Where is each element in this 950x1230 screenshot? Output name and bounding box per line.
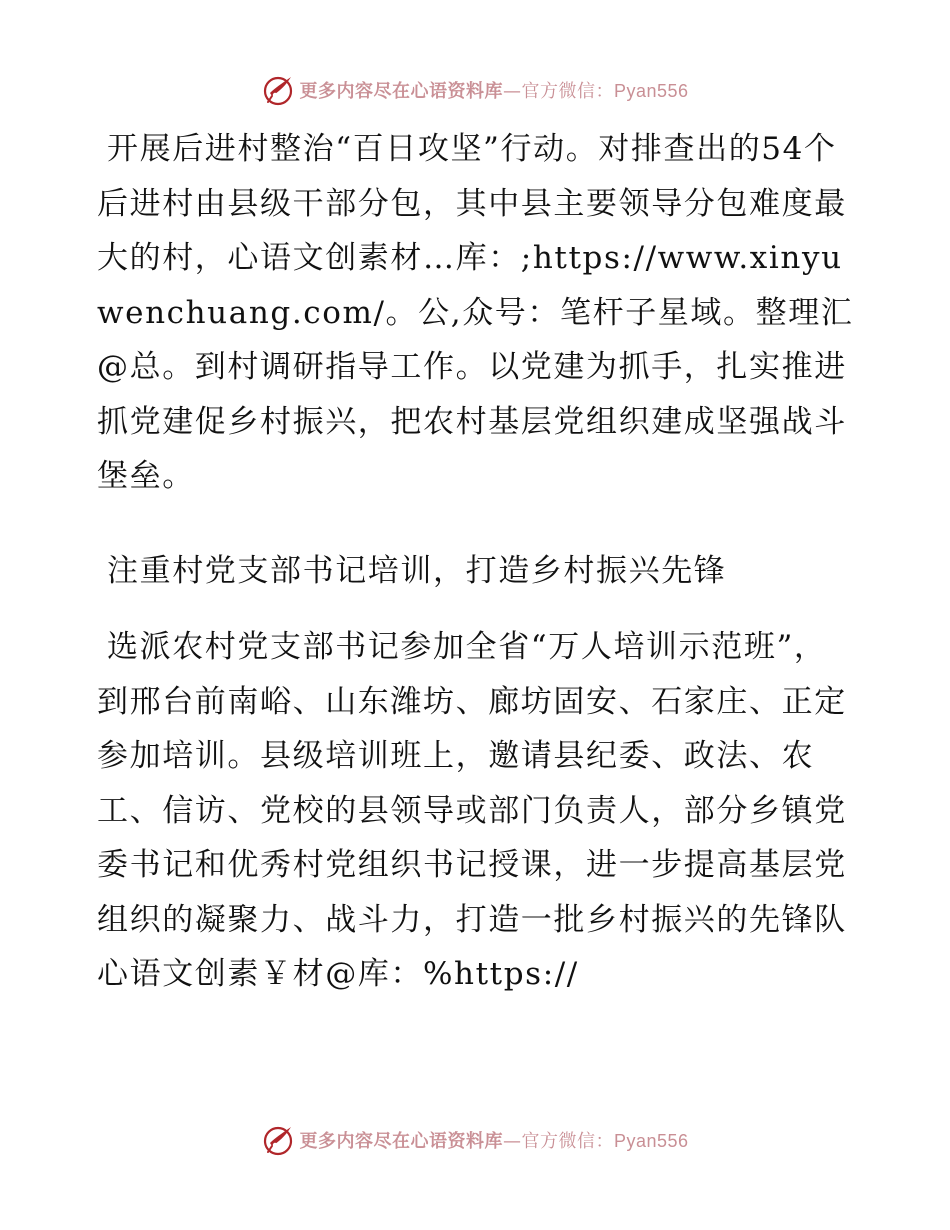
- header-site-text: 更多内容尽在心语资料库: [299, 81, 503, 102]
- footer-watermark: [0, 1120, 950, 1160]
- body-paragraph-2: 选派农村党支部书记参加全省“万人培训示范班”，到邢台前南峪、山东潍坊、廊坊固安、石家庄、正定参加培训。县级培训班上，邀请县纪委、政法、农工、信访、党校的县领导或部门负责人，部分乡镇党委书记和优秀村党组织书记授课，进一步提高基层党组织的凝聚力、战斗力，打造一批乡村振兴的先锋队心语文创素￥材@库：%https://: [97, 629, 847, 992]
- footer-contact-label: 官方微信：: [521, 1131, 614, 1152]
- footer-separator: —: [502, 1131, 522, 1152]
- footer-watermark-text: [299, 1127, 688, 1153]
- header-watermark-text: [299, 77, 688, 103]
- header-contact-label: 官方微信：: [521, 81, 614, 102]
- header-contact-id: Pyan556: [613, 81, 689, 101]
- footer-contact-id: Pyan556: [613, 1131, 689, 1151]
- section-heading: 注重村党支部书记培训，打造乡村振兴先锋: [107, 553, 727, 589]
- footer-site-text: 更多内容尽在心语资料库: [299, 1131, 503, 1152]
- body-paragraph-1: 开展后进村整治“百日攻坚”行动。对排查出的54个后进村由县级干部分包，其中县主要领导分包难度最大的村，心语文创素材…库：;https://www.xinyuwenchuang.com/。公,众号：笔杆子星域。整理汇@总。到村调研指导工作。以党建为抓手，扎实推进抓党建促乡村振兴，把农村基层党组织建成坚强战斗堡垒。: [97, 131, 854, 494]
- heading-block: [97, 544, 857, 599]
- header-watermark: [0, 70, 950, 110]
- quill-logo-icon: [261, 73, 295, 107]
- header-separator: —: [502, 81, 522, 102]
- paragraph-block-2: [97, 620, 857, 1002]
- paragraph-block-1: [97, 122, 857, 504]
- quill-logo-icon: [261, 1123, 295, 1157]
